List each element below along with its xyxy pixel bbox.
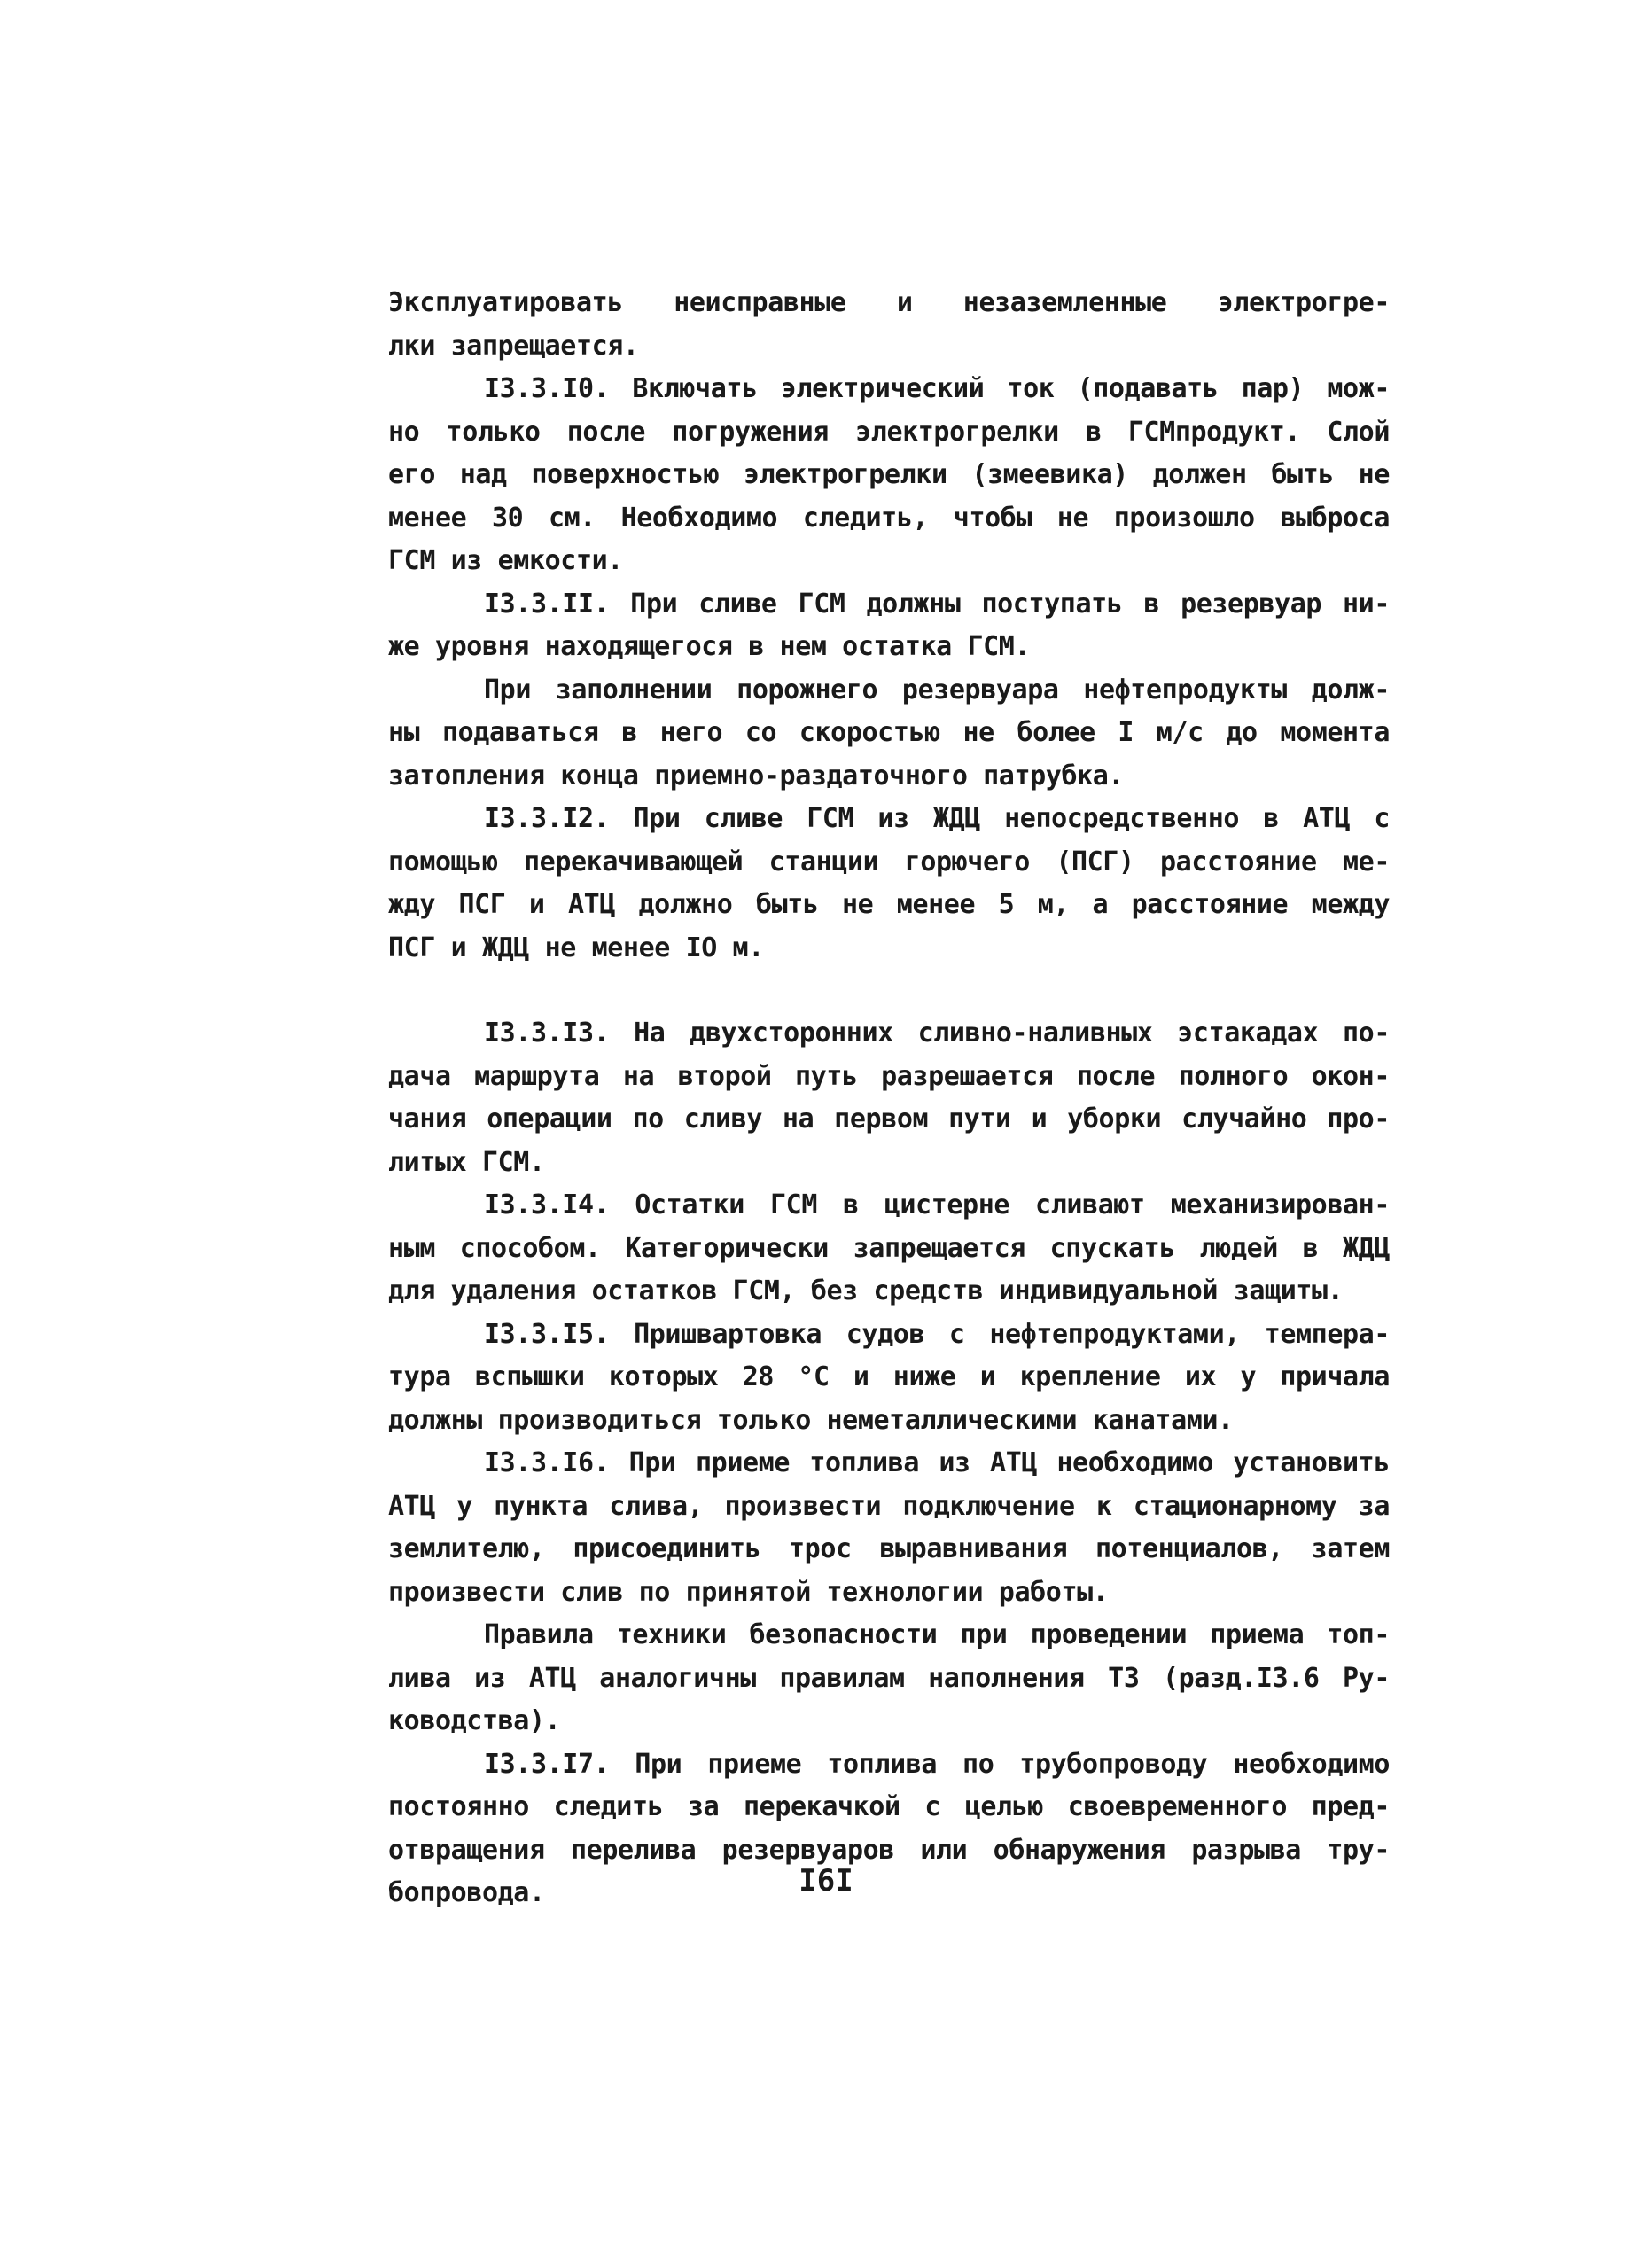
text-line: затопления конца приемно-раздаточного патрубка. bbox=[388, 760, 1125, 792]
paragraph bbox=[388, 282, 1390, 368]
page-number: I6I bbox=[799, 1863, 853, 1899]
paragraph bbox=[388, 669, 1390, 799]
text-line: ным способом. Категорически запрещается спускать людей в ЖДЦ bbox=[388, 1232, 1390, 1264]
text-line: ководства). bbox=[388, 1705, 561, 1736]
text-line: же уровня находящегося в нем остатка ГСМ. bbox=[388, 631, 1031, 662]
text-line: дача маршрута на второй путь разрешается после полного окон- bbox=[388, 1060, 1390, 1092]
text-line: I3.3.I7. При приеме топлива по трубопроводу необходимо bbox=[484, 1748, 1390, 1780]
paragraph bbox=[388, 1614, 1390, 1743]
text-line: I3.3.I4. Остатки ГСМ в цистерне сливают механизирован- bbox=[484, 1189, 1390, 1220]
paragraph bbox=[388, 798, 1390, 970]
text-line: I3.3.II. При сливе ГСМ должны поступать в резервуар ни- bbox=[484, 588, 1390, 620]
paragraph bbox=[388, 1012, 1390, 1184]
text-line: Эксплуатировать неисправные и незаземленные электрогре- bbox=[388, 287, 1390, 318]
text-line: I3.3.I6. При приеме топлива из АТЦ необходимо установить bbox=[484, 1447, 1390, 1478]
text-line: менее 30 см. Необходимо следить, чтобы не произошло выброса bbox=[388, 502, 1390, 534]
text-line: для удаления остатков ГСМ, без средств индивидуальной защиты. bbox=[388, 1275, 1344, 1306]
paragraph bbox=[388, 1314, 1390, 1443]
text-line: лива из АТЦ аналогичны правилам наполнения ТЗ (разд.I3.6 Ру- bbox=[388, 1662, 1390, 1694]
text-line: произвести слив по принятой технологии работы. bbox=[388, 1576, 1109, 1608]
text-line: тура вспышки которых 28 °С и ниже и крепление их у причала bbox=[388, 1361, 1390, 1392]
text-line: ны подаваться в него со скоростью не более I м/с до момента bbox=[388, 717, 1390, 748]
text-line: лки запрещается. bbox=[388, 330, 639, 362]
text-line: отвращения перелива резервуаров или обнаружения разрыва тру- bbox=[388, 1834, 1390, 1866]
text-line: ПСГ и ЖДЦ не менее IO м. bbox=[388, 932, 764, 963]
text-line: должны производиться только неметаллическими канатами. bbox=[388, 1404, 1234, 1436]
text-line: ГСМ из емкости. bbox=[388, 545, 623, 576]
paragraph bbox=[388, 1184, 1390, 1314]
text-line: I3.3.I0. Включать электрический ток (подавать пар) мож- bbox=[484, 373, 1390, 404]
body-text bbox=[388, 282, 1390, 1915]
text-line: постоянно следить за перекачкой с целью своевременного пред- bbox=[388, 1791, 1390, 1822]
text-line: литых ГСМ. bbox=[388, 1146, 545, 1178]
text-line: I3.3.I5. Пришвартовка судов с нефтепродуктами, темпера- bbox=[484, 1318, 1390, 1350]
text-line: Правила техники безопасности при проведении приема топ- bbox=[484, 1619, 1390, 1650]
paragraph bbox=[388, 1442, 1390, 1614]
paragraph bbox=[388, 368, 1390, 583]
text-line: АТЦ у пункта слива, произвести подключение к стационарному за bbox=[388, 1490, 1390, 1522]
text-line: чания операции по сливу на первом пути и уборки случайно про- bbox=[388, 1104, 1390, 1135]
text-line: землителю, присоединить трос выравнивания потенциалов, затем bbox=[388, 1533, 1390, 1564]
text-line: но только после погружения электрогрелки в ГСМпродукт. Слой bbox=[388, 416, 1390, 448]
text-line: помощью перекачивающей станции горючего (ПСГ) расстояние ме- bbox=[388, 846, 1390, 877]
paragraph bbox=[388, 583, 1390, 669]
text-line: I3.3.I2. При сливе ГСМ из ЖДЦ непосредственно в АТЦ с bbox=[484, 803, 1390, 834]
text-line: бопровода. bbox=[388, 1877, 545, 1908]
text-line: I3.3.I3. На двухсторонних сливно-наливных эстакадах по- bbox=[484, 1018, 1390, 1049]
text-line: При заполнении порожнего резервуара нефтепродукты долж- bbox=[484, 674, 1390, 706]
text-line: его над поверхностью электрогрелки (змеевика) должен быть не bbox=[388, 459, 1390, 490]
text-line: жду ПСГ и АТЦ должно быть не менее 5 м, а расстояние между bbox=[388, 889, 1390, 920]
